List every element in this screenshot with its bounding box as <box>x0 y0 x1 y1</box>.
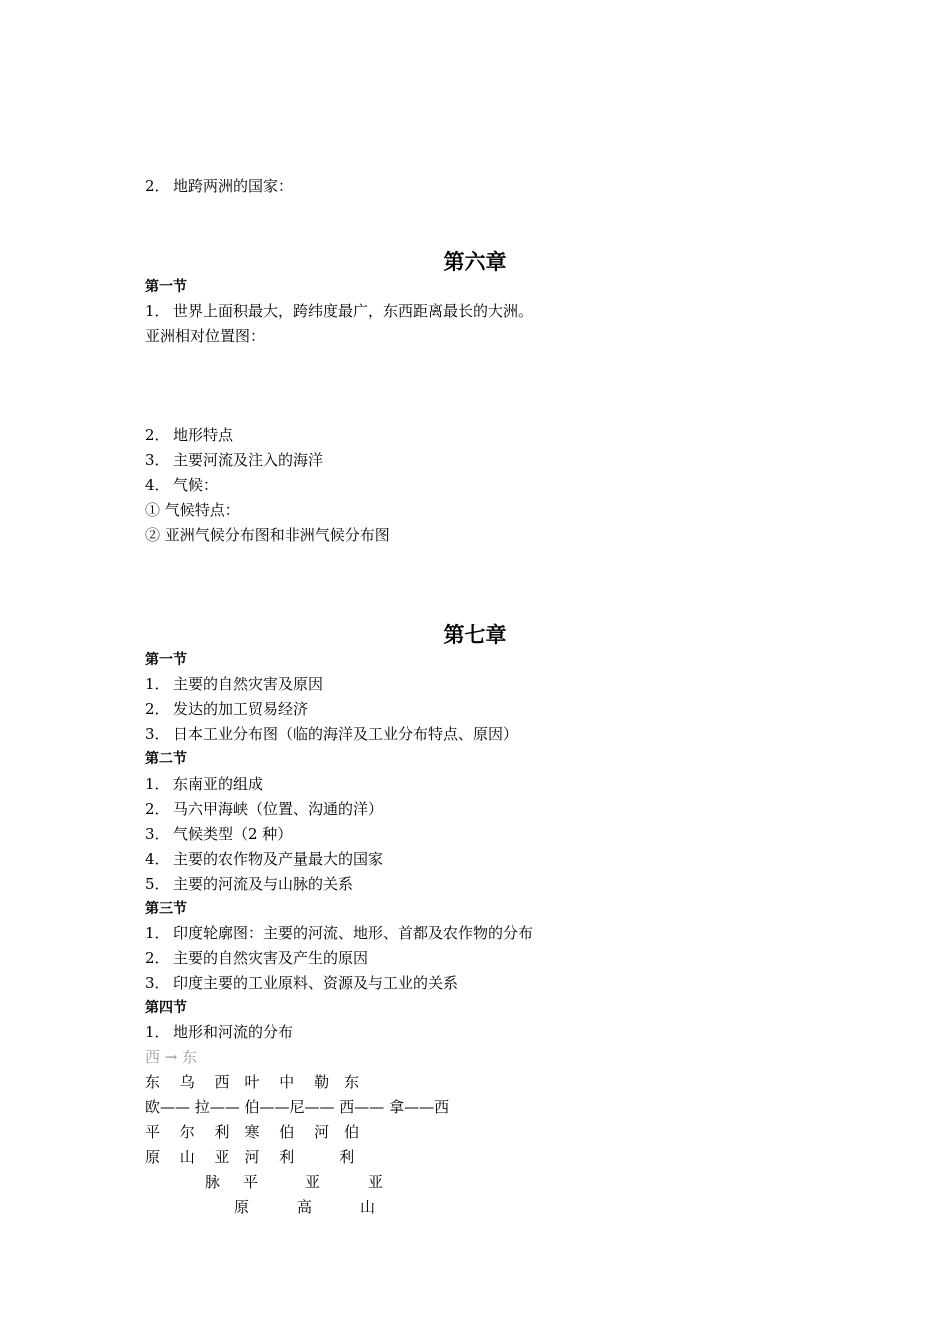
terrain-row: 东 乌 西 叶 中 勒 东 <box>145 1073 360 1091</box>
list-item <box>145 450 323 470</box>
item-number: 4． <box>145 850 170 868</box>
item-number: 1． <box>145 1023 170 1041</box>
item-text: 气候类型（2 种） <box>173 825 293 843</box>
item-number: 2． <box>145 177 170 195</box>
list-item: 亚洲相对位置图： <box>145 327 266 345</box>
section-title: 第四节 <box>145 1000 187 1016</box>
list-item <box>145 1022 293 1042</box>
item-text: 印度主要的工业原料、资源及与工业的关系 <box>173 974 459 992</box>
item-text: 马六甲海峡（位置、沟通的洋） <box>173 800 384 818</box>
list-item <box>145 973 458 993</box>
list-item <box>145 425 233 445</box>
section-title: 第一节 <box>145 652 187 668</box>
terrain-char: 亚 <box>305 1173 321 1191</box>
item-number: 2． <box>145 700 170 718</box>
item-text: 主要的河流及与山脉的关系 <box>173 875 354 893</box>
item-text: 主要的自然灾害及产生的原因 <box>173 949 369 967</box>
item-text: 主要河流及注入的海洋 <box>173 451 324 469</box>
item-text: 发达的加工贸易经济 <box>173 700 309 718</box>
item-number: 4． <box>145 476 170 494</box>
item-text: 主要的农作物及产量最大的国家 <box>173 850 384 868</box>
list-item <box>145 923 533 943</box>
item-number: 3． <box>145 974 170 992</box>
list-item <box>145 824 292 844</box>
terrain-row: 原 山 亚 河 利 利 <box>145 1148 355 1166</box>
list-item <box>145 874 353 894</box>
item-text: 印度轮廓图：主要的河流、地形、首都及农作物的分布 <box>173 924 534 942</box>
item-text: 日本工业分布图（临的海洋及工业分布特点、原因） <box>173 725 519 743</box>
list-item <box>145 724 518 744</box>
list-item <box>145 674 323 694</box>
item-cross-continent <box>145 176 293 196</box>
section-title: 第二节 <box>145 751 187 767</box>
item-text: 主要的自然灾害及原因 <box>173 675 324 693</box>
list-item: ① 气候特点： <box>145 501 240 519</box>
item-number: 3． <box>145 451 170 469</box>
chapter-title: 第六章 <box>443 249 507 274</box>
list-item <box>145 948 368 968</box>
terrain-row: 平 尔 利 寒 伯 河 伯 <box>145 1123 360 1141</box>
item-text: 世界上面积最大，跨纬度最广，东西距离最长的大洲。 <box>173 302 534 320</box>
item-number: 1． <box>145 775 170 793</box>
item-number: 5． <box>145 875 170 893</box>
item-text: 气候： <box>173 476 219 494</box>
list-item <box>145 849 383 869</box>
list-item <box>145 799 383 819</box>
item-number: 1． <box>145 924 170 942</box>
list-item: ② 亚洲气候分布图和非洲气候分布图 <box>145 526 390 544</box>
chapter-title: 第七章 <box>443 622 507 647</box>
terrain-char: 高 <box>297 1198 313 1216</box>
terrain-char: 平 <box>243 1173 259 1191</box>
item-number: 3． <box>145 725 170 743</box>
item-number: 1． <box>145 675 170 693</box>
section-title: 第一节 <box>145 279 187 295</box>
item-number: 2． <box>145 949 170 967</box>
terrain-row: 欧—— 拉—— 伯——尼—— 西—— 拿——西 <box>145 1098 450 1116</box>
item-number: 2． <box>145 800 170 818</box>
direction-label: 西 → 东 <box>145 1048 198 1066</box>
terrain-char: 脉 <box>205 1173 221 1191</box>
terrain-char: 原 <box>234 1198 250 1216</box>
list-item <box>145 475 218 495</box>
list-item <box>145 301 533 321</box>
item-text: 地跨两洲的国家： <box>173 177 294 195</box>
item-text: 东南亚的组成 <box>173 775 264 793</box>
item-number: 2． <box>145 426 170 444</box>
item-number: 3． <box>145 825 170 843</box>
section-title: 第三节 <box>145 901 187 917</box>
list-item <box>145 774 263 794</box>
list-item <box>145 699 308 719</box>
item-number: 1． <box>145 302 170 320</box>
terrain-char: 亚 <box>368 1173 384 1191</box>
item-text: 地形和河流的分布 <box>173 1023 294 1041</box>
terrain-char: 山 <box>360 1198 376 1216</box>
item-text: 地形特点 <box>173 426 234 444</box>
